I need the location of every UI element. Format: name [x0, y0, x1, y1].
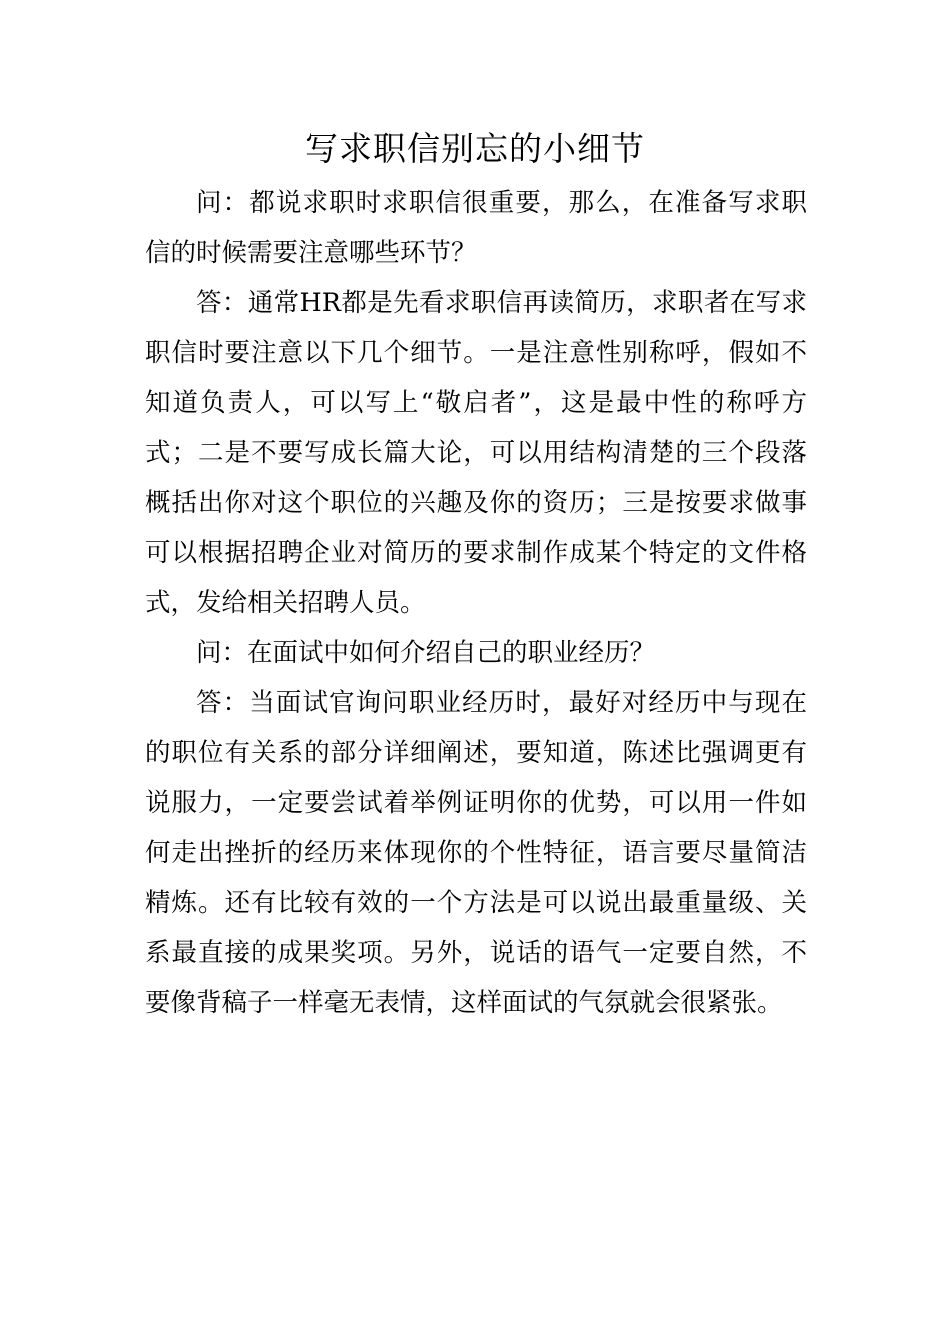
document-body: [145, 178, 807, 1028]
answer-paragraph-2: 答：当面试官询问职业经历时，最好对经历中与现在的职位有关系的部分详细阐述，要知道，陈述比强调更有说服力，一定要尝试着举例证明你的优势，可以用一件如何走出挫折的经历来体现你的个性特征，语言要尽量简洁精炼。还有比较有效的一个方法是可以说出最重量级、关系最直接的成果奖项。另外，说话的语气一定要自然，不要像背稿子一样毫无表情，这样面试的气氛就会很紧张。: [145, 688, 807, 1018]
question-paragraph-2: 问：在面试中如何介绍自己的职业经历？: [196, 638, 656, 668]
document-title: 写求职信别忘的小细节: [305, 129, 645, 168]
answer-paragraph-1: 答：通常HR都是先看求职信再读简历，求职者在写求职信时要注意以下几个细节。一是注意性别称呼，假如不知道负责人，可以写上“敬启者”，这是最中性的称呼方式；二是不要写成长篇大论，可以用结构清楚的三个段落概括出你对这个职位的兴趣及你的资历；三是按要求做事可以根据招聘企业对简历的要求制作成某个特定的文件格式，发给相关招聘人员。: [145, 288, 807, 618]
question-paragraph-1: 问：都说求职时求职信很重要，那么，在准备写求职信的时候需要注意哪些环节？: [145, 188, 807, 268]
